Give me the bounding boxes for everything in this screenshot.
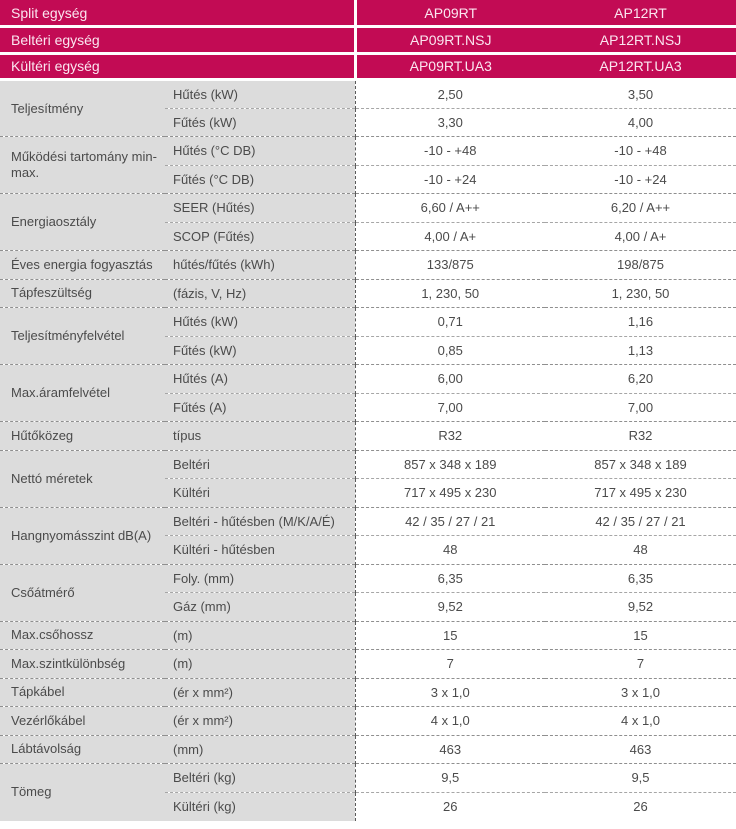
value-cell: 1, 230, 50 bbox=[355, 279, 545, 308]
sub-label: Fűtés (°C DB) bbox=[165, 165, 355, 194]
table-row bbox=[0, 279, 736, 308]
value-cell: 6,20 / A++ bbox=[545, 194, 736, 223]
group-label-capacity: Teljesítmény bbox=[0, 80, 165, 137]
value-cell: 4 x 1,0 bbox=[545, 707, 736, 736]
group-label-power-cable: Tápkábel bbox=[0, 678, 165, 707]
group-label-pipe-diameter: Csőátmérő bbox=[0, 564, 165, 621]
table-row bbox=[0, 621, 736, 650]
header-label-split-unit: Split egység bbox=[0, 0, 355, 27]
table-row bbox=[0, 650, 736, 679]
sub-label: Hűtés (°C DB) bbox=[165, 137, 355, 166]
sub-label: (m) bbox=[165, 621, 355, 650]
value-cell: 857 x 348 x 189 bbox=[355, 450, 545, 479]
group-label-max-level-diff: Max.szintkülönbség bbox=[0, 650, 165, 679]
table-row bbox=[0, 80, 736, 109]
value-cell: 6,20 bbox=[545, 365, 736, 394]
table-row bbox=[0, 735, 736, 764]
table-row bbox=[0, 365, 736, 394]
value-cell: 9,52 bbox=[355, 593, 545, 622]
header-model-indoor-1: AP09RT.NSJ bbox=[355, 27, 545, 54]
value-cell: 48 bbox=[545, 536, 736, 565]
sub-label: Gáz (mm) bbox=[165, 593, 355, 622]
group-label-control-cable: Vezérlőkábel bbox=[0, 707, 165, 736]
value-cell: -10 - +48 bbox=[355, 137, 545, 166]
sub-label: Fűtés (A) bbox=[165, 393, 355, 422]
value-cell: 7,00 bbox=[545, 393, 736, 422]
value-cell: -10 - +24 bbox=[545, 165, 736, 194]
sub-label: Fűtés (kW) bbox=[165, 336, 355, 365]
group-label-weight: Tömeg bbox=[0, 764, 165, 821]
sub-label: (ér x mm²) bbox=[165, 678, 355, 707]
group-label-operating-range: Működési tartomány min-max. bbox=[0, 137, 165, 194]
value-cell: 1,16 bbox=[545, 308, 736, 337]
value-cell: 3,30 bbox=[355, 108, 545, 137]
sub-label: Beltéri bbox=[165, 450, 355, 479]
sub-label: (ér x mm²) bbox=[165, 707, 355, 736]
sub-label: SEER (Hűtés) bbox=[165, 194, 355, 223]
value-cell: 9,5 bbox=[355, 764, 545, 793]
group-label-refrigerant: Hűtőközeg bbox=[0, 422, 165, 451]
table-row bbox=[0, 764, 736, 793]
value-cell: R32 bbox=[355, 422, 545, 451]
value-cell: 7 bbox=[355, 650, 545, 679]
table-row bbox=[0, 564, 736, 593]
table-row bbox=[0, 137, 736, 166]
spec-table-body bbox=[0, 80, 736, 821]
value-cell: 26 bbox=[355, 792, 545, 821]
value-cell: 9,5 bbox=[545, 764, 736, 793]
header-model-ap12rt: AP12RT bbox=[545, 0, 736, 27]
value-cell: 48 bbox=[355, 536, 545, 565]
value-cell: 6,35 bbox=[355, 564, 545, 593]
header-label-outdoor-unit: Kültéri egység bbox=[0, 53, 355, 80]
value-cell: 857 x 348 x 189 bbox=[545, 450, 736, 479]
header-row-indoor bbox=[0, 27, 736, 54]
value-cell: 463 bbox=[545, 735, 736, 764]
sub-label: Hűtés (kW) bbox=[165, 308, 355, 337]
value-cell: 6,60 / A++ bbox=[355, 194, 545, 223]
sub-label: Hűtés (kW) bbox=[165, 80, 355, 109]
group-label-power-input: Teljesítményfelvétel bbox=[0, 308, 165, 365]
sub-label: Hűtés (A) bbox=[165, 365, 355, 394]
value-cell: 9,52 bbox=[545, 593, 736, 622]
sub-label: típus bbox=[165, 422, 355, 451]
group-label-energy-class: Energiaosztály bbox=[0, 194, 165, 251]
value-cell: 7,00 bbox=[355, 393, 545, 422]
value-cell: 3 x 1,0 bbox=[545, 678, 736, 707]
value-cell: 7 bbox=[545, 650, 736, 679]
group-label-net-dimensions: Nettó méretek bbox=[0, 450, 165, 507]
sub-label: Beltéri - hűtésben (M/K/A/É) bbox=[165, 507, 355, 536]
sub-label: hűtés/fűtés (kWh) bbox=[165, 251, 355, 280]
value-cell: 42 / 35 / 27 / 21 bbox=[355, 507, 545, 536]
value-cell: 3 x 1,0 bbox=[355, 678, 545, 707]
value-cell: 0,71 bbox=[355, 308, 545, 337]
value-cell: 463 bbox=[355, 735, 545, 764]
value-cell: 2,50 bbox=[355, 80, 545, 109]
group-label-max-current: Max.áramfelvétel bbox=[0, 365, 165, 422]
sub-label: Kültéri (kg) bbox=[165, 792, 355, 821]
header-model-outdoor-2: AP12RT.UA3 bbox=[545, 53, 736, 80]
value-cell: 15 bbox=[545, 621, 736, 650]
sub-label: Beltéri (kg) bbox=[165, 764, 355, 793]
group-label-foot-distance: Lábtávolság bbox=[0, 735, 165, 764]
value-cell: 6,00 bbox=[355, 365, 545, 394]
value-cell: 198/875 bbox=[545, 251, 736, 280]
sub-label: Foly. (mm) bbox=[165, 564, 355, 593]
value-cell: 1, 230, 50 bbox=[545, 279, 736, 308]
group-label-annual-energy: Éves energia fogyasztás bbox=[0, 251, 165, 280]
value-cell: 0,85 bbox=[355, 336, 545, 365]
sub-label: (mm) bbox=[165, 735, 355, 764]
value-cell: 42 / 35 / 27 / 21 bbox=[545, 507, 736, 536]
table-row bbox=[0, 707, 736, 736]
value-cell: 4,00 bbox=[545, 108, 736, 137]
group-label-power-supply: Tápfeszültség bbox=[0, 279, 165, 308]
sub-label: Kültéri bbox=[165, 479, 355, 508]
group-label-sound-pressure: Hangnyomásszint dB(A) bbox=[0, 507, 165, 564]
table-row bbox=[0, 308, 736, 337]
header-model-outdoor-1: AP09RT.UA3 bbox=[355, 53, 545, 80]
value-cell: 4,00 / A+ bbox=[355, 222, 545, 251]
value-cell: 717 x 495 x 230 bbox=[545, 479, 736, 508]
group-label-max-pipe-length: Max.csőhossz bbox=[0, 621, 165, 650]
header-label-indoor-unit: Beltéri egység bbox=[0, 27, 355, 54]
table-row bbox=[0, 422, 736, 451]
table-row bbox=[0, 251, 736, 280]
header-model-ap09rt: AP09RT bbox=[355, 0, 545, 27]
value-cell: 133/875 bbox=[355, 251, 545, 280]
value-cell: 3,50 bbox=[545, 80, 736, 109]
header-row-outdoor bbox=[0, 53, 736, 80]
sub-label: Fűtés (kW) bbox=[165, 108, 355, 137]
value-cell: 4,00 / A+ bbox=[545, 222, 736, 251]
value-cell: 1,13 bbox=[545, 336, 736, 365]
table-row bbox=[0, 194, 736, 223]
sub-label: SCOP (Fűtés) bbox=[165, 222, 355, 251]
sub-label: Kültéri - hűtésben bbox=[165, 536, 355, 565]
header-row-split bbox=[0, 0, 736, 27]
table-row bbox=[0, 450, 736, 479]
value-cell: R32 bbox=[545, 422, 736, 451]
table-row bbox=[0, 507, 736, 536]
value-cell: -10 - +48 bbox=[545, 137, 736, 166]
value-cell: -10 - +24 bbox=[355, 165, 545, 194]
value-cell: 717 x 495 x 230 bbox=[355, 479, 545, 508]
value-cell: 6,35 bbox=[545, 564, 736, 593]
spec-table-header bbox=[0, 0, 736, 80]
value-cell: 26 bbox=[545, 792, 736, 821]
table-row bbox=[0, 678, 736, 707]
header-model-indoor-2: AP12RT.NSJ bbox=[545, 27, 736, 54]
value-cell: 15 bbox=[355, 621, 545, 650]
value-cell: 4 x 1,0 bbox=[355, 707, 545, 736]
sub-label: (fázis, V, Hz) bbox=[165, 279, 355, 308]
sub-label: (m) bbox=[165, 650, 355, 679]
